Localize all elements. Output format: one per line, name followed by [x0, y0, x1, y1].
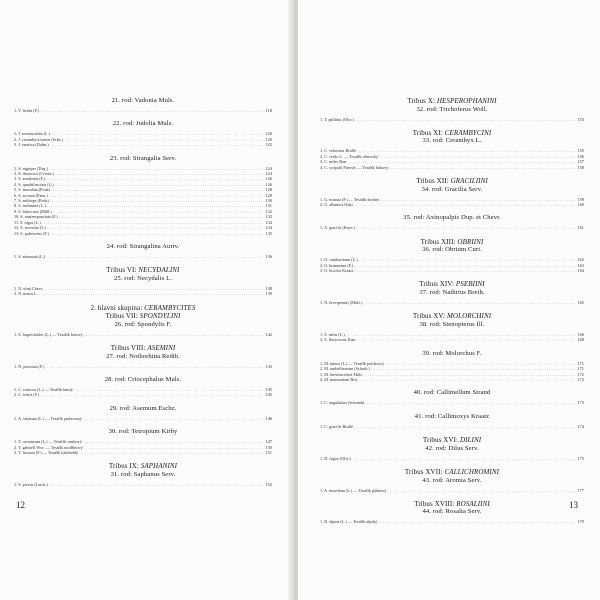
- species-page-ref: 124: [265, 171, 272, 177]
- species-entry: [320, 300, 584, 305]
- tribus-prefix: Tribus XI:: [412, 128, 445, 137]
- genus-heading: 25. rod: Necydalis L.: [114, 274, 172, 282]
- species-entry: [14, 332, 272, 337]
- species-page-ref: 177: [577, 487, 584, 493]
- species-name: 1. O. cantharinum (L.): [320, 257, 358, 263]
- dot-leader: [50, 231, 265, 236]
- species-page-ref: 159: [577, 196, 584, 202]
- tribus-heading: [320, 436, 584, 445]
- section-gap: [14, 455, 272, 462]
- group-prefix: 2. hlavní skupina:: [90, 303, 145, 312]
- species-page-ref: 134: [265, 225, 272, 231]
- species-name: 2. M. umbellatarum (Schreb.): [320, 366, 370, 372]
- species-entry: [14, 364, 272, 369]
- species-name: 1. T. castaneum (L.) — Tesařík smrkový: [14, 439, 82, 445]
- species-name: 1. V. livida (F.): [14, 108, 40, 113]
- genus-heading: 23. rod: Strangalia Serv.: [109, 154, 177, 162]
- tribus-prefix: Tribus XVI:: [422, 436, 460, 445]
- species-name: 4. M. marmottani Bris.: [320, 376, 359, 382]
- species-page-ref: 143: [265, 363, 272, 369]
- species-page-ref: 163: [577, 262, 584, 268]
- species-name: 2. J. cerambyciformis (Schr.): [14, 136, 63, 142]
- species-page-ref: 132: [265, 208, 272, 214]
- species-page-ref: 135: [265, 230, 272, 236]
- tribus-prefix: Tribus VIII:: [110, 344, 148, 353]
- genus-heading: 28. rod: Criocephalus Muls.: [104, 375, 182, 383]
- tribus-name: GRACILIINI: [450, 177, 488, 186]
- tribus-prefix: Tribus IX:: [108, 462, 141, 471]
- section-gap: [14, 369, 272, 376]
- species-name: 1. C. velutinus Brullé: [320, 148, 356, 154]
- species-page-ref: 173: [577, 400, 584, 406]
- species-name: 3. J. erratica (Dalm.): [14, 142, 49, 148]
- species-page-ref: 161: [577, 225, 584, 231]
- species-page-ref: 162: [577, 257, 584, 263]
- dot-leader: [39, 291, 265, 296]
- right-page-number: 13: [569, 500, 578, 510]
- genus-heading: 35. rod: Axinopalpis Dup. et Chevr.: [403, 214, 501, 222]
- species-page-ref: 172: [577, 376, 584, 382]
- section-gap: [320, 382, 584, 389]
- tribus-name: HESPEROPHANINI: [436, 97, 497, 105]
- tribus-heading: [320, 280, 584, 289]
- section-gap: [320, 207, 584, 214]
- species-page-ref: 126: [265, 181, 272, 187]
- tribus-heading: [320, 500, 584, 509]
- left-page-number: 12: [16, 500, 25, 510]
- species-entry: [14, 254, 272, 259]
- section-gap: [320, 122, 584, 129]
- dot-leader: [356, 225, 577, 230]
- species-name: 4. S. quadrifasciata (L.): [14, 181, 54, 187]
- dot-leader: [354, 202, 577, 207]
- dot-leader: [359, 377, 576, 382]
- genus-heading: 44. rod: Rosalia Serv.: [422, 508, 482, 516]
- section-gap: [14, 148, 272, 155]
- tribus-name: SAPHANINI: [140, 462, 178, 471]
- tribus-heading: [14, 462, 272, 471]
- genus-heading: 22. rod: Judolia Muls.: [112, 120, 174, 128]
- section-gap: [14, 421, 272, 428]
- dot-leader: [389, 165, 576, 170]
- tribus-prefix: Tribus XIV:: [419, 280, 456, 289]
- species-name: 1. N. punctata (F.): [14, 363, 45, 369]
- species-entry: [320, 268, 584, 273]
- species-entry: [320, 117, 584, 122]
- section-gap: [320, 305, 584, 312]
- species-entry: [320, 202, 584, 207]
- species-page-ref: 122: [265, 142, 272, 148]
- species-entry: [14, 142, 272, 147]
- species-name: 11. S. nigra (L.): [14, 219, 41, 225]
- species-page-ref: 175: [577, 455, 584, 461]
- right-page-content: [320, 97, 584, 525]
- tribus-prefix: Tribus XIII:: [420, 237, 458, 246]
- species-page-ref: 130: [265, 198, 272, 204]
- species-name: 3. O. bicolor Kraatz: [320, 268, 354, 274]
- species-page-ref: 150: [265, 444, 272, 450]
- species-page-ref: 120: [265, 136, 272, 142]
- species-name: 2. G. albanica Ouki: [320, 201, 353, 207]
- species-entry: [320, 377, 584, 382]
- species-page-ref: 136: [265, 253, 272, 259]
- species-page-ref: 166: [577, 331, 584, 337]
- tribus-heading: [320, 238, 584, 247]
- species-page-ref: 152: [265, 481, 272, 487]
- species-entry: [320, 488, 584, 493]
- section-gap: [14, 398, 272, 405]
- tribus-prefix: Tribus VII:: [105, 312, 140, 321]
- species-name: 3. S. aurulenta (F.): [14, 176, 46, 182]
- section-gap: [14, 236, 272, 243]
- species-name: 8. S. melanura (L.): [14, 203, 46, 209]
- species-name: 1. A. striatum (L.) — Tesařík prubovaný: [14, 415, 82, 421]
- dot-leader: [40, 392, 264, 397]
- genus-heading: 31. rod: Saphanus Serv.: [110, 470, 176, 478]
- dot-leader: [40, 108, 264, 113]
- species-page-ref: 172: [577, 371, 584, 377]
- genus-heading: 30. rod: Tetropium Kirby: [108, 428, 178, 436]
- tribus-prefix: Tribus VI:: [106, 266, 139, 275]
- species-name: 1. C. rusticus (L.) — Tesařík kmitý: [14, 386, 73, 392]
- species-page-ref: 146: [265, 415, 272, 421]
- species-entry: [320, 225, 584, 230]
- group-name: CERAMBYCITES: [144, 303, 196, 312]
- genus-heading: 38. rod: Stenopterus Ill.: [419, 320, 485, 328]
- species-page-ref: 165: [577, 299, 584, 305]
- section-gap: [320, 461, 584, 468]
- species-name: 2. C. cerdo L. — Tesařík obrovský: [320, 153, 379, 159]
- tribus-name: DILINI: [459, 436, 482, 445]
- tribus-heading: [320, 468, 584, 477]
- species-entry: [320, 456, 584, 461]
- species-page-ref: 128: [265, 187, 272, 193]
- species-name: 1. S. rufus (L.): [320, 331, 345, 337]
- genus-heading: 33. rod: Cerambyx L.: [422, 137, 482, 145]
- tribus-name: PSEBIINI: [455, 280, 485, 289]
- genus-heading: 32. rod: Trichoferus Woll.: [416, 105, 488, 113]
- tribus-prefix: Tribus XV:: [412, 312, 447, 321]
- species-name: 3. T. fuscum (F.) — Tesařík lodobohlý: [14, 449, 79, 455]
- species-page-ref: 160: [577, 201, 584, 207]
- section-gap: [320, 273, 584, 280]
- genus-heading: 34. rod: Gracilia Serv.: [421, 185, 483, 193]
- genus-heading: 42. rod: Dilus Serv.: [425, 444, 479, 452]
- species-page-ref: 153: [577, 116, 584, 122]
- species-name: 1. C. gracilis Brullé: [320, 423, 353, 429]
- tribus-prefix: Tribus XVII:: [404, 468, 445, 477]
- species-name: 7. S. aethiops (Poda): [14, 198, 49, 204]
- section-gap: [320, 343, 584, 350]
- section-gap: [14, 337, 272, 344]
- dot-leader: [388, 488, 577, 493]
- section-gap: [14, 113, 272, 120]
- species-entry: [320, 400, 584, 405]
- tribus-name: NECYDALINI: [138, 266, 180, 275]
- species-page-ref: 132: [265, 214, 272, 220]
- section-gap: [14, 259, 272, 266]
- species-name: 3. M. kiesenwetteri Muls.: [320, 371, 364, 377]
- tribus-prefix: Tribus XVIII:: [414, 499, 457, 508]
- tribus-heading: [320, 129, 584, 138]
- species-name: 1. S. buprestoides (L.) — Tesařík borový: [14, 331, 83, 337]
- species-entry: [320, 337, 584, 342]
- species-name: 2. S. flavicornis Küst.: [320, 337, 357, 343]
- genus-heading: 29. rod: Asemum Eschz.: [109, 404, 177, 412]
- species-page-ref: 168: [577, 337, 584, 343]
- section-gap: [320, 429, 584, 436]
- dot-leader: [355, 117, 577, 122]
- species-page-ref: 155: [577, 148, 584, 154]
- species-page-ref: 171: [577, 366, 584, 372]
- species-name: 1. N. brevipennis (Muls.): [320, 299, 363, 305]
- genus-heading: 26. rod: Spondylis F.: [114, 320, 172, 328]
- species-name: 2. N. maior L.: [14, 291, 38, 297]
- species-entry: [14, 291, 272, 296]
- genus-heading: 43. rod: Aromia Serv.: [422, 476, 482, 484]
- species-name: 1. A. moschata (L.) — Tesařík pižmový: [320, 487, 387, 493]
- species-page-ref: 138: [265, 285, 272, 291]
- section-gap: [320, 406, 584, 413]
- genus-heading: 37. rod: Nathrius Breth.: [419, 288, 485, 296]
- genus-heading: 40. rod: Callimellum Strand: [413, 389, 491, 397]
- tribus-name: CALLICHROMINI: [444, 468, 500, 477]
- species-page-ref: 156: [577, 153, 584, 159]
- section-gap: [14, 297, 272, 304]
- group-heading: [14, 304, 272, 313]
- dot-leader: [365, 400, 576, 405]
- tribus-name: SPONDYLINI: [139, 312, 181, 321]
- species-name: 2. O. brunneum (F.): [320, 262, 354, 268]
- species-page-ref: 174: [577, 423, 584, 429]
- species-entry: [320, 519, 584, 524]
- species-name: 1. C. angulatum (Schrank): [320, 400, 365, 406]
- species-name: 1. J. sexmaculata (L.): [14, 131, 51, 137]
- species-name: 3. C. miles Bon.: [320, 159, 348, 165]
- tribus-name: MOLORCHINI: [447, 312, 492, 321]
- species-page-ref: 145: [265, 392, 272, 398]
- tribus-name: OBRIINI: [457, 237, 484, 246]
- tribus-name: ROSALIINI: [456, 499, 490, 508]
- species-name: 1. S. nigripes (Deg.): [14, 165, 48, 171]
- dot-leader: [49, 482, 265, 487]
- species-page-ref: 147: [265, 439, 272, 445]
- species-entry: [14, 450, 272, 455]
- genus-heading: 21. rod: Vadonia Muls.: [111, 97, 175, 104]
- species-page-ref: 171: [577, 360, 584, 366]
- species-page-ref: 179: [577, 519, 584, 525]
- dot-leader: [363, 300, 576, 305]
- species-page-ref: 131: [265, 203, 272, 209]
- species-name: 4. C. scopolii Füessly — Tesařík bukový: [320, 164, 389, 170]
- species-name: 1. M. minor (L.) — Tesařík polokrový: [320, 360, 385, 366]
- species-page-ref: 128: [265, 192, 272, 198]
- species-page-ref: 126: [265, 176, 272, 182]
- genus-heading: 27. rod: Nothorhina Redtb.: [106, 352, 180, 360]
- species-name: 9. S. bifasciata (Müll.): [14, 208, 52, 214]
- genus-heading: 41. rod: Callimoxys Kraatz: [414, 412, 490, 420]
- species-name: 1. T. pallidus (Oliv.): [320, 116, 354, 122]
- genus-heading: 24. rod: Strangalina Auriv.: [106, 242, 180, 250]
- species-name: 1. A. gracilis (Kryn.): [320, 225, 355, 231]
- species-name: 2. C. tristis (F.): [14, 392, 40, 398]
- dot-leader: [83, 416, 265, 421]
- species-page-ref: 139: [265, 291, 272, 297]
- tribus-heading: [14, 312, 272, 321]
- species-name: 1. D. fugax (Oliv.): [320, 455, 351, 461]
- species-entry: [320, 165, 584, 170]
- species-name: 1. S. piceus (Laich.): [14, 481, 48, 487]
- genus-heading: 39. rod: Molorchus F.: [422, 349, 482, 357]
- species-name: 1. G. minuta (F.) — Tesařík drobný: [320, 196, 380, 202]
- species-entry: [14, 416, 272, 421]
- species-name: 12. S. revestita (L.): [14, 225, 47, 231]
- dot-leader: [354, 268, 576, 273]
- species-name: 13. S. pubescens (F.): [14, 230, 49, 236]
- dot-leader: [378, 519, 576, 524]
- right-page: [298, 0, 600, 600]
- species-entry: [14, 392, 272, 397]
- dot-leader: [79, 450, 264, 455]
- dot-leader: [45, 364, 264, 369]
- species-entry: [14, 231, 272, 236]
- species-name: 2. T. gabrieli Wse. — Tesařík modřínový: [14, 444, 83, 450]
- species-name: 2. S. thoracica (Creutz.): [14, 171, 54, 177]
- tribus-prefix: Tribus X:: [407, 97, 437, 105]
- species-page-ref: 158: [577, 164, 584, 170]
- species-name: 1. N. ulmi Chevr.: [14, 285, 44, 291]
- dot-leader: [358, 337, 577, 342]
- left-page-content: [14, 97, 272, 487]
- species-name: 5. S. maculata (Poda): [14, 187, 50, 193]
- tribus-heading: [14, 266, 272, 275]
- dot-leader: [50, 142, 265, 147]
- species-name: 6. S. arcuata (Panz.): [14, 192, 48, 198]
- dot-leader: [84, 332, 265, 337]
- species-page-ref: 118: [265, 108, 272, 113]
- species-entry: [14, 108, 272, 113]
- tribus-heading: [320, 97, 584, 106]
- left-page: [0, 0, 292, 600]
- tribus-heading: [14, 344, 272, 353]
- dot-leader: [354, 424, 576, 429]
- species-name: 10. S. septempunctata (F.): [14, 214, 58, 220]
- species-page-ref: 142: [265, 331, 272, 337]
- dot-leader: [46, 254, 264, 259]
- section-gap: [320, 231, 584, 238]
- species-entry: [320, 424, 584, 429]
- section-gap: [320, 170, 584, 177]
- species-name: 1. S. attenuata (L.): [14, 253, 46, 259]
- species-entry: [14, 482, 272, 487]
- species-page-ref: 151: [265, 449, 272, 455]
- tribus-name: CERAMBYCINI: [444, 128, 492, 137]
- tribus-prefix: Tribus XII:: [416, 177, 451, 186]
- tribus-heading: [320, 312, 584, 321]
- species-page-ref: 134: [265, 219, 272, 225]
- dot-leader: [352, 456, 577, 461]
- species-page-ref: 124: [265, 165, 272, 171]
- tribus-heading: [320, 177, 584, 186]
- species-page-ref: 145: [265, 386, 272, 392]
- species-page-ref: 120: [265, 131, 272, 137]
- species-page-ref: 157: [577, 159, 584, 165]
- genus-heading: 36. rod: Obrium Curt.: [422, 246, 482, 254]
- species-page-ref: 164: [577, 268, 584, 274]
- tribus-name: ASEMINI: [147, 344, 176, 353]
- species-name: 1. R. alpina (L.) — Tesařík alpský: [320, 519, 378, 525]
- section-gap: [320, 493, 584, 500]
